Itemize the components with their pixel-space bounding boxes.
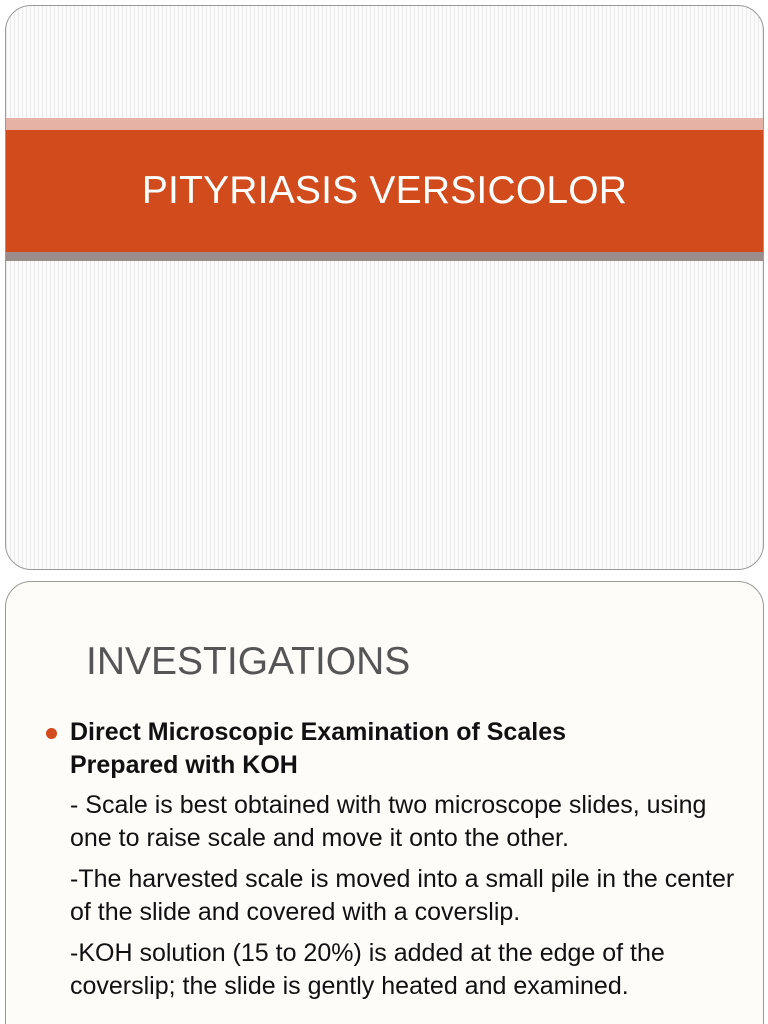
body-paragraph: -The harvested scale is moved into a small pile in the center of the slide and covered with a coverslip. bbox=[70, 865, 735, 926]
title-band-top-stripe bbox=[6, 118, 763, 130]
bullet-title: Direct Microscopic Examination of Scales Prepared with KOH bbox=[70, 718, 566, 779]
slide-title: PITYRIASIS VERSICOLOR bbox=[141, 169, 628, 212]
bullet-dot-icon bbox=[46, 728, 57, 739]
bullet-list bbox=[46, 716, 746, 1003]
content-slide bbox=[5, 581, 764, 1024]
slide-heading: INVESTIGATIONS bbox=[86, 640, 411, 683]
body-paragraph: - Scale is best obtained with two microscope slides, using one to raise scale and move it onto the other. bbox=[70, 791, 707, 852]
title-slide bbox=[5, 5, 764, 570]
body-paragraph: -KOH solution (15 to 20%) is added at the edge of the coverslip; the slide is gently heated and examined. bbox=[70, 939, 665, 1000]
title-band-bottom-stripe bbox=[6, 252, 763, 261]
bullet-item bbox=[46, 716, 746, 782]
